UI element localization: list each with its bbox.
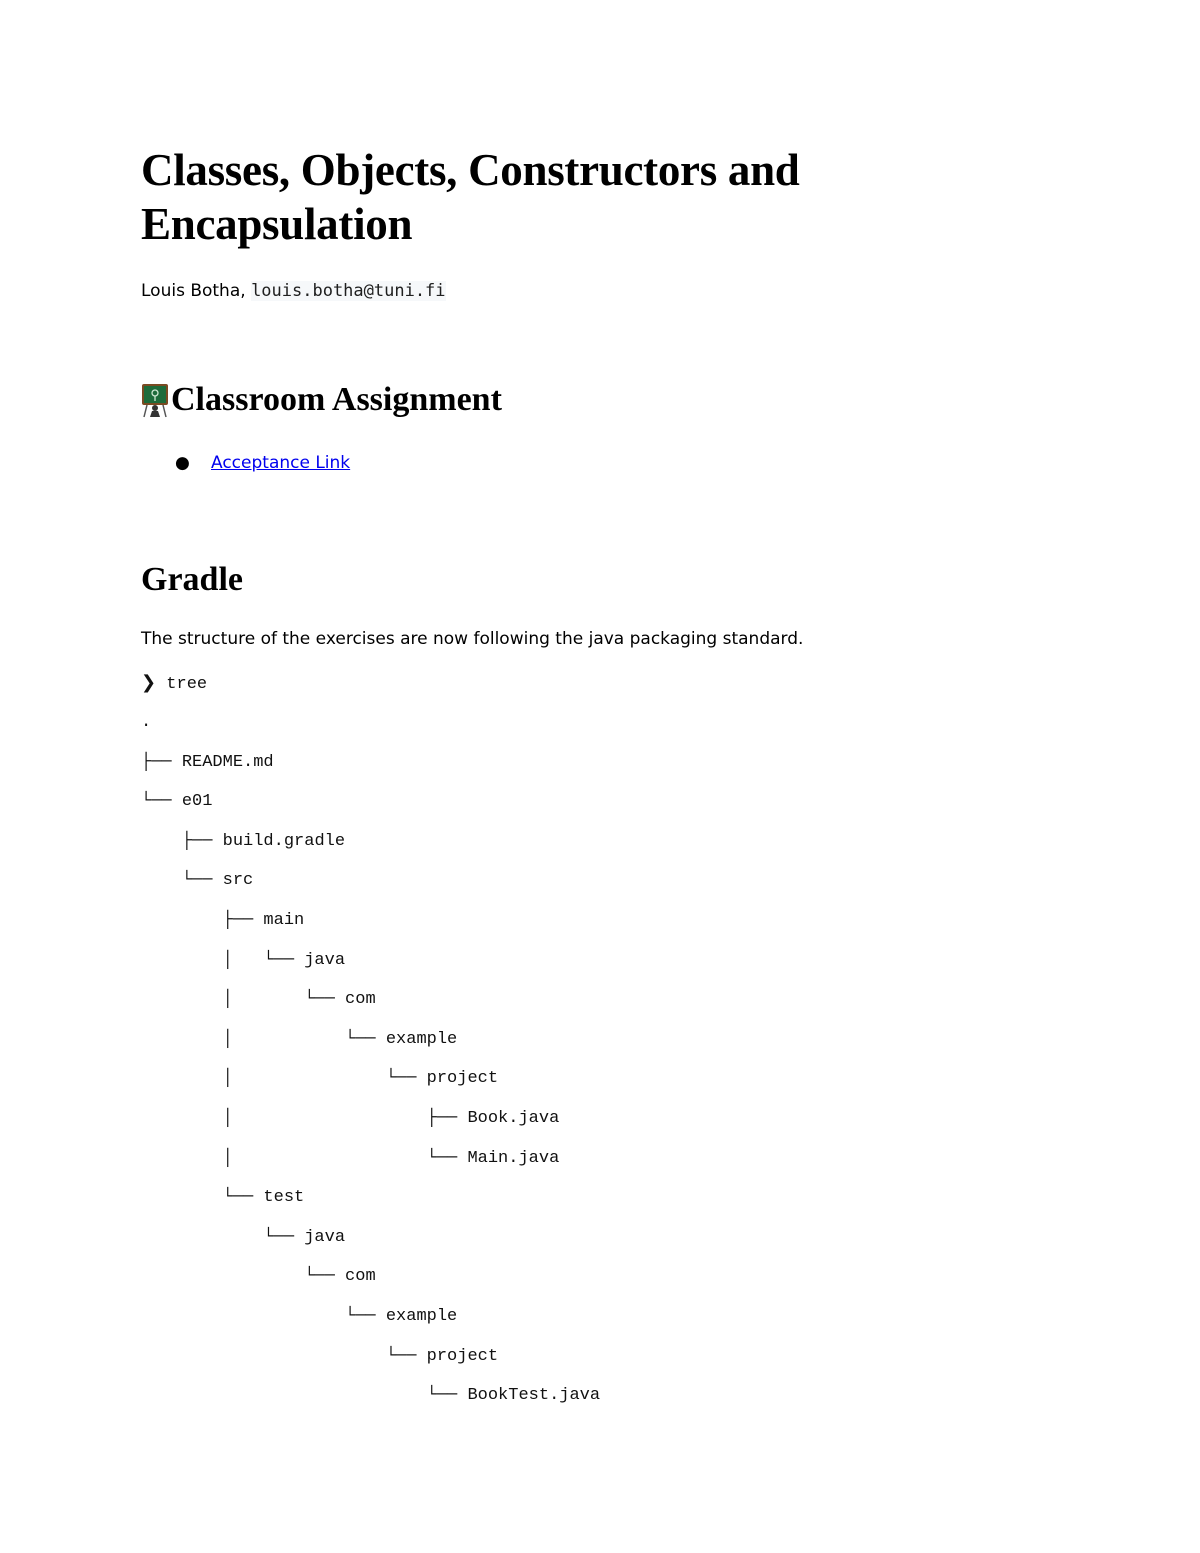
tree-branch: ├──	[141, 753, 182, 772]
acceptance-link[interactable]: Acceptance Link	[211, 453, 351, 473]
tree-entry-name: java	[304, 951, 346, 970]
tree-row	[141, 710, 151, 736]
bullet-icon: ●	[175, 453, 190, 473]
tree-entry-name: e01	[181, 792, 213, 811]
tree-branch: └──	[141, 1228, 305, 1247]
tree-row	[141, 1027, 457, 1053]
tree-branch: │ ├──	[141, 1109, 468, 1128]
tree-branch: └──	[141, 1188, 264, 1207]
tree-row	[141, 1344, 498, 1370]
tree-entry-name: .	[141, 713, 152, 732]
tree-row	[141, 1106, 559, 1132]
classroom-heading-text: Classroom Assignment	[171, 381, 502, 418]
classroom-heading	[141, 380, 502, 420]
tree-branch: │ └──	[141, 1149, 468, 1168]
tree-entry-name: BookTest.java	[467, 1386, 601, 1405]
gradle-description: The structure of the exercises are now following the java packaging standard.	[141, 629, 804, 649]
author-name: Louis Botha,	[141, 281, 252, 301]
tree-entry-name: com	[345, 1267, 376, 1286]
tree-branch: ├──	[141, 911, 264, 930]
tree-row	[141, 987, 376, 1013]
tree-row	[141, 1146, 559, 1172]
tree-entry-name: Book.java	[467, 1109, 560, 1128]
gradle-heading: Gradle	[141, 561, 243, 598]
tree-row	[141, 789, 212, 815]
tree-row	[141, 948, 345, 974]
tree-row	[141, 1383, 600, 1409]
tree-entry-name: README.md	[181, 753, 274, 772]
tree-branch: └──	[141, 1347, 427, 1366]
tree-entry-name: example	[385, 1307, 458, 1326]
tree-entry-name: java	[304, 1228, 346, 1247]
tree-entry-name: src	[222, 871, 254, 890]
tree-row	[141, 1304, 457, 1330]
tree-branch: │ └──	[141, 990, 346, 1009]
tree-row	[141, 1066, 498, 1092]
tree-row	[141, 1185, 304, 1211]
tree-branch: └──	[141, 792, 182, 811]
tree-branch: └──	[141, 1307, 386, 1326]
tree-row	[141, 868, 253, 894]
tree-branch: │ └──	[141, 1030, 386, 1049]
author-line	[141, 279, 446, 303]
tree-entry-name: main	[263, 911, 305, 930]
tree-branch: │ └──	[141, 951, 305, 970]
tree-row	[141, 1264, 376, 1290]
prompt-icon: ❯	[141, 672, 157, 693]
classroom-links-list	[141, 450, 350, 476]
tree-entry-name: Main.java	[467, 1149, 560, 1168]
page-title: Classes, Objects, Constructors and Encapsulation	[141, 145, 800, 249]
tree-entry-name: project	[426, 1347, 499, 1366]
tree-branch: ├──	[141, 832, 223, 851]
tree-entry-name: com	[345, 990, 376, 1009]
tree-branch: └──	[141, 1386, 468, 1405]
command-line	[141, 670, 207, 696]
tree-branch: │ └──	[141, 1069, 427, 1088]
tree-branch: └──	[141, 871, 223, 890]
school-board-icon	[141, 382, 169, 418]
command-text: tree	[166, 675, 208, 694]
tree-entry-name: example	[385, 1030, 458, 1049]
tree-branch: └──	[141, 1267, 346, 1286]
author-email: louis.botha@tuni.fi	[251, 281, 446, 301]
tree-row	[141, 1225, 345, 1251]
list-item	[141, 450, 350, 476]
tree-row	[141, 829, 345, 855]
tree-entry-name: build.gradle	[222, 832, 346, 851]
tree-row	[141, 750, 274, 776]
tree-entry-name: test	[263, 1188, 305, 1207]
tree-row	[141, 908, 304, 934]
tree-output	[141, 670, 601, 1405]
tree-entry-name: project	[426, 1069, 499, 1088]
